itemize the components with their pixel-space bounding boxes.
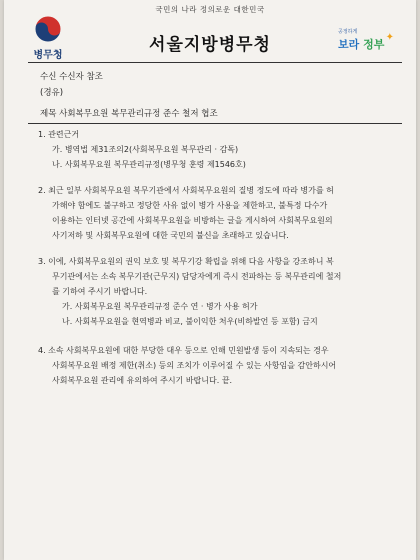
subject-line: 제목 사회복무요원 복무관리규정 준수 철저 협조 <box>28 107 402 124</box>
government-brand-logo <box>338 28 394 54</box>
via-line: (경유) <box>40 88 64 98</box>
section-2-line-4: 사기저하 및 사회복무요원에 대한 국민의 불신을 초래하고 있습니다. <box>52 231 289 240</box>
sparkle-icon: ✦ <box>385 32 394 43</box>
section-1 <box>38 127 398 172</box>
section-2-line-2: 가해야 함에도 불구하고 정당한 사유 없이 병가 사용을 제한하고, 불특정 다수가 <box>52 201 328 210</box>
section-4 <box>38 343 398 388</box>
section-3-item-b: 나. 사회복무요원을 현역병과 비교, 불이익한 처우(비하발언 등 포함) 금지 <box>62 317 318 326</box>
section-3-line-1: 3. 이에, 사회복무요원의 권익 보호 및 복무기강 확립을 위해 다음 사항을 강조하니 복 <box>38 257 334 266</box>
section-3-item-a: 가. 사회복무요원 복무관리규정 준수 연 · 병가 사용 허가 <box>62 302 258 311</box>
recipient-line: 수신 수신자 참조 <box>40 72 103 82</box>
brand-logo-small-text: 공정하게 <box>338 29 358 35</box>
brand-logo-text-a: 보라 <box>338 38 360 51</box>
section-1-heading: 1. 관련근거 <box>38 130 80 139</box>
section-1-item-a: 가. 병역법 제31조의2(사회복무요원 복무관리 · 감독) <box>52 145 239 154</box>
section-2 <box>38 183 398 243</box>
issuing-office-title: 서울지방병무청 <box>149 35 271 55</box>
header-divider <box>28 62 402 63</box>
document-page <box>4 0 416 560</box>
agency-logo-name: 병무청 <box>33 50 63 61</box>
section-4-line-2: 사회복무요원 배정 제한(취소) 등의 조치가 이루어질 수 있는 사항임을 감안하시어 <box>52 361 337 370</box>
section-2-line-3: 이용하는 인터넷 공간에 사회복무요원을 비방하는 글을 게시하여 사회복무요원의 <box>52 216 333 225</box>
brand-logo-text-b: 정부 <box>363 38 385 51</box>
section-1-item-b: 나. 사회복무요원 복무관리규정(병무청 훈령 제1546호) <box>52 160 246 169</box>
section-3 <box>38 254 398 329</box>
section-3-line-2: 무기관에서는 소속 복무기관(근무지) 담당자에게 즉시 전파하는 등 복무관리에 철저 <box>52 272 342 281</box>
section-4-line-1: 4. 소속 사회복무요원에 대한 부당한 대우 등으로 인해 민원발생 등이 지속되는 경우 <box>38 346 329 355</box>
section-2-line-1: 2. 최근 일부 사회복무요원 복무기관에서 사회복무요원의 질병 정도에 따라 병가를 허 <box>38 186 334 195</box>
government-slogan: 국민의 나라 정의로운 대한민국 <box>155 5 265 14</box>
section-4-line-3: 사회복무요원 관리에 유의하여 주시기 바랍니다. 끝. <box>52 376 233 385</box>
section-3-line-3: 를 기하여 주시기 바랍니다. <box>52 287 148 296</box>
